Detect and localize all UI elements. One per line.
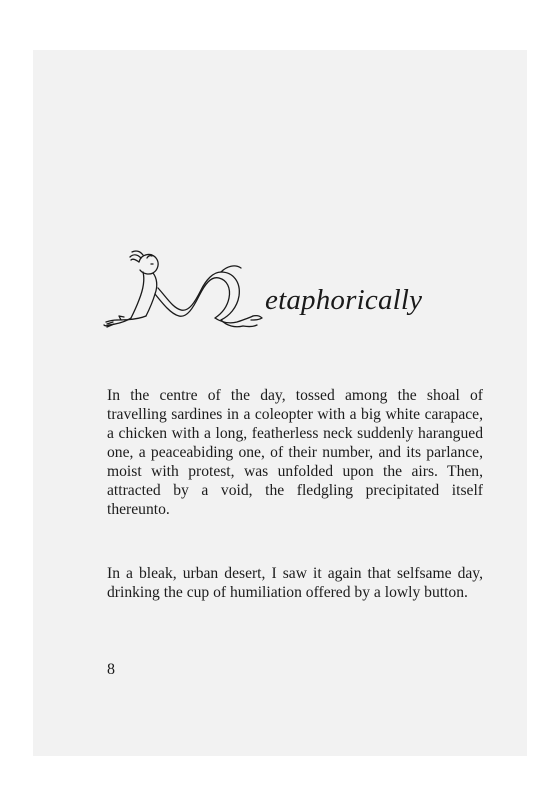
body-paragraph: In a bleak, urban desert, I saw it again that selfsame day, drinking the cup of humiliation offered by a lowly button.: [107, 565, 483, 601]
chapter-heading: [103, 248, 463, 333]
crawling-figure-drop-cap-icon: [103, 248, 263, 333]
book-page: [33, 50, 527, 756]
page-number: 8: [107, 661, 115, 678]
body-paragraph: In the centre of the day, tossed among the shoal of travelling sardines in a coleopter with a big white carapace, a chicken with a long, featherless neck suddenly harangued one, a peaceabiding one, of their number, and its parlance, moist with protest, was unfolded upon the airs. Then, attracted by a void, the fledgling precipitated itself thereunto.: [107, 387, 483, 518]
chapter-title-rest: etaphorically: [265, 284, 423, 316]
